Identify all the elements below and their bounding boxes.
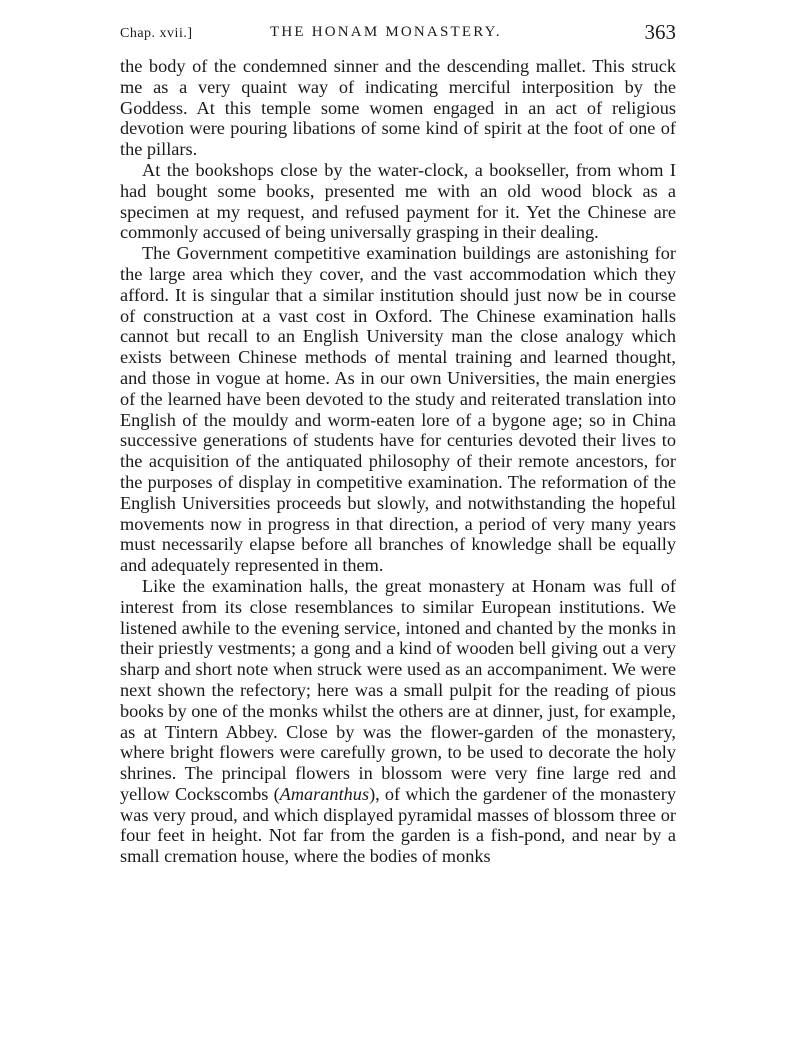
paragraph: At the bookshops close by the water-clock, a bookseller, from whom I had bought some books, presented me with an old wood block as a specimen at my request, and refused payment for it. Yet the Chinese are commonly accused of being universally grasping in their dealing. [120, 159, 676, 243]
paragraph: The Government competitive examination buildings are astonishing for the large area which they cover, and the vast accommodation which they afford. It is singular that a similar institution should just now be in course of construction at a vast cost in Oxford. The Chinese examination halls cannot but recall to an English University man the close analogy which exists between Chinese methods of mental training and learned thought, and those in vogue at home. As in our own Universities, the main energies of the learned have been devoted to the study and reiterated translation into English of the mouldy and worm-eaten lore of a bygone age; so in China successive generations of students have for centuries devoted their lives to the acquisition of the antiquated philosophy of their remote ancestors, for the purposes of display in competitive examination. The reformation of the English Universities proceeds but slowly, and notwithstanding the hopeful movements now in progress in that direction, a period of very many years must necessarily elapse before all branches of knowledge shall be equally and adequately represented in them. [120, 243, 676, 576]
paragraph [120, 576, 676, 867]
running-head [120, 18, 676, 56]
paragraph-text: Like the examination halls, the great monastery at Honam was full of interest from its close resemblances to similar European institutions. We listened awhile to the evening service, intoned and chanted by the monks in their priestly vestments; a gong and a kind of wooden bell giving out a very sharp and short note when struck were used as an accompaniment. We were next shown the refectory; here was a small pulpit for the reading of pious books by one of the monks whilst the others are at dinner, just, for example, as at Tintern Abbey. Close by was the flower-garden of the monastery, where bright flowers were carefully grown, to be used to decorate the holy shrines. The principal flowers in blossom were very fine large red and yellow Cockscombs ( [120, 575, 676, 804]
chapter-reference: Chap. xvii.] [120, 26, 193, 41]
page-number: 363 [644, 20, 676, 44]
book-page [120, 18, 676, 867]
running-title: THE HONAM MONASTERY. [270, 24, 502, 40]
body-text [120, 56, 676, 867]
paragraph-text: ), of which the gardener of the monastery was very proud, and which displayed pyramidal masses of blossom three or four feet in height. Not far from the garden is a fish-pond, and near by a small cremation house, where the bodies of monks [120, 783, 676, 867]
italic-species-name: Amaranthus [279, 783, 370, 804]
paragraph: the body of the condemned sinner and the descending mallet. This struck me as a very quaint way of indicating merciful interposition by the Goddess. At this temple some women engaged in an act of religious devotion were pouring libations of some kind of spirit at the foot of one of the pillars. [120, 56, 676, 160]
